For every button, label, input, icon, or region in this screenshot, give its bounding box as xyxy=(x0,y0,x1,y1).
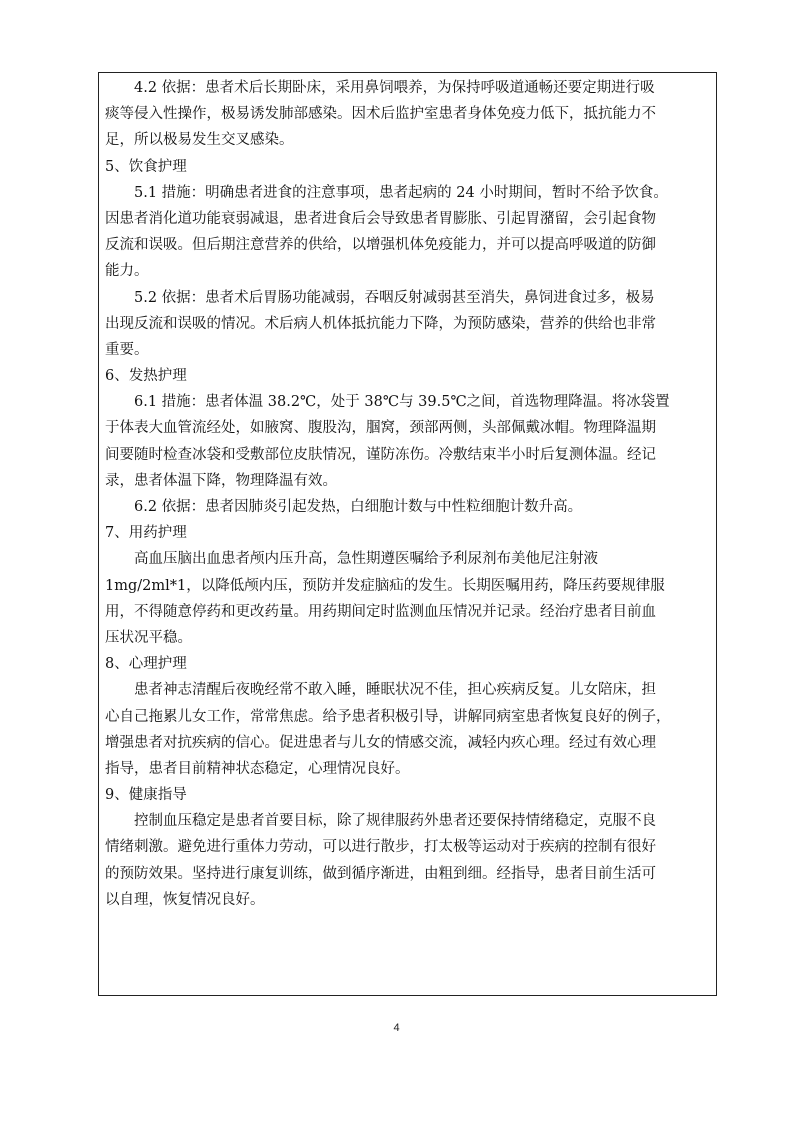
text-line: 间要随时检查冰袋和受敷部位皮肤情况，谨防冻伤。冷敷结束半小时后复测体温。经记 xyxy=(105,446,656,463)
text-line: 重要。 xyxy=(105,341,149,358)
text-line: 反流和误吸。但后期注意营养的供给，以增强机体免疫能力，并可以提高呼吸道的防御 xyxy=(105,237,656,254)
paragraph xyxy=(105,782,711,808)
text-line: 出现反流和误吸的情况。术后病人机体抵抗能力下降，为预防感染，营养的供给也非常 xyxy=(105,315,656,332)
text-line: 录，患者体温下降，物理降温有效。 xyxy=(105,472,337,489)
paragraph xyxy=(105,389,711,494)
text-line: 5.2 依据：患者术后胃肠功能减弱，吞咽反射减弱甚至消失，鼻饲进食过多，极易 xyxy=(105,289,655,306)
text-line: 9、健康指导 xyxy=(105,787,187,804)
paragraph xyxy=(105,363,711,389)
paragraph xyxy=(105,651,711,677)
text-line: 增强患者对抗疾病的信心。促进患者与儿女的情感交流，减轻内疚心理。经过有效心理 xyxy=(105,734,656,751)
text-line: 7、用药护理 xyxy=(105,525,187,542)
page-number: 4 xyxy=(393,1022,400,1034)
text-line: 情绪刺激。避免进行重体力劳动，可以进行散步，打太极等运动对于疾病的控制有很好 xyxy=(105,839,656,856)
paragraph xyxy=(105,520,711,546)
text-line: 以自理，恢复情况良好。 xyxy=(105,891,265,908)
text-line: 压状况平稳。 xyxy=(105,629,192,646)
text-line: 指导，患者目前精神状态稳定，心理情况良好。 xyxy=(105,760,410,777)
text-line: 心自己拖累儿女工作，常常焦虑。给予患者积极引导，讲解同病室患者恢复良好的例子， xyxy=(105,708,671,725)
paragraph xyxy=(105,75,711,154)
paragraph xyxy=(105,494,711,520)
text-line: 于体表大血管流经处，如腋窝、腹股沟，腘窝，颈部两侧，头部佩戴冰帽。物理降温期 xyxy=(105,420,656,437)
text-line: 高血压脑出血患者颅内压升高，急性期遵医嘱给予利尿剂布美他尼注射液 xyxy=(105,551,598,568)
paragraph xyxy=(105,808,711,913)
text-line: 6.2 依据：患者因肺炎引起发热，白细胞计数与中性粒细胞计数升高。 xyxy=(105,499,583,515)
paragraph xyxy=(105,677,711,782)
text-line: 8、心理护理 xyxy=(105,656,187,673)
text-line: 1mg/2ml*1，以降低颅内压，预防并发症脑疝的发生。长期医嘱用药，降压药要规律服 xyxy=(105,577,665,594)
text-line: 4.2 依据：患者术后长期卧床，采用鼻饲喂养，为保持呼吸道通畅还要定期进行吸 xyxy=(105,80,655,96)
text-line: 6、发热护理 xyxy=(105,368,187,385)
paragraph xyxy=(105,546,711,651)
text-line: 5、饮食护理 xyxy=(105,158,187,175)
text-line: 5.1 措施：明确患者进食的注意事项，患者起病的 24 小时期间，暂时不给予饮食。 xyxy=(105,184,668,201)
text-line: 6.1 措施：患者体温 38.2℃，处于 38℃与 39.5℃之间，首选物理降温。将冰袋置 xyxy=(105,394,670,411)
text-line: 的预防效果。坚持进行康复训练，做到循序渐进，由粗到细。经指导，患者目前生活可 xyxy=(105,865,656,882)
text-line: 用，不得随意停药和更改药量。用药期间定时监测血压情况并记录。经治疗患者目前血 xyxy=(105,603,656,620)
paragraph xyxy=(105,180,711,285)
document-body xyxy=(105,75,711,913)
text-line: 因患者消化道功能衰弱减退，患者进食后会导致患者胃膨胀、引起胃潴留，会引起食物 xyxy=(105,210,656,227)
paragraph xyxy=(105,285,711,364)
text-line: 控制血压稳定是患者首要目标，除了规律服药外患者还要保持情绪稳定，克服不良 xyxy=(105,813,656,830)
paragraph xyxy=(105,154,711,180)
text-line: 痰等侵入性操作，极易诱发肺部感染。因术后监护室患者身体免疫力低下，抵抗能力不 xyxy=(105,106,656,123)
text-line: 能力。 xyxy=(105,263,149,280)
text-line: 患者神志清醒后夜晚经常不敢入睡，睡眠状况不佳，担心疾病反复。儿女陪床，担 xyxy=(105,682,656,699)
text-line: 足，所以极易发生交叉感染。 xyxy=(105,132,294,149)
